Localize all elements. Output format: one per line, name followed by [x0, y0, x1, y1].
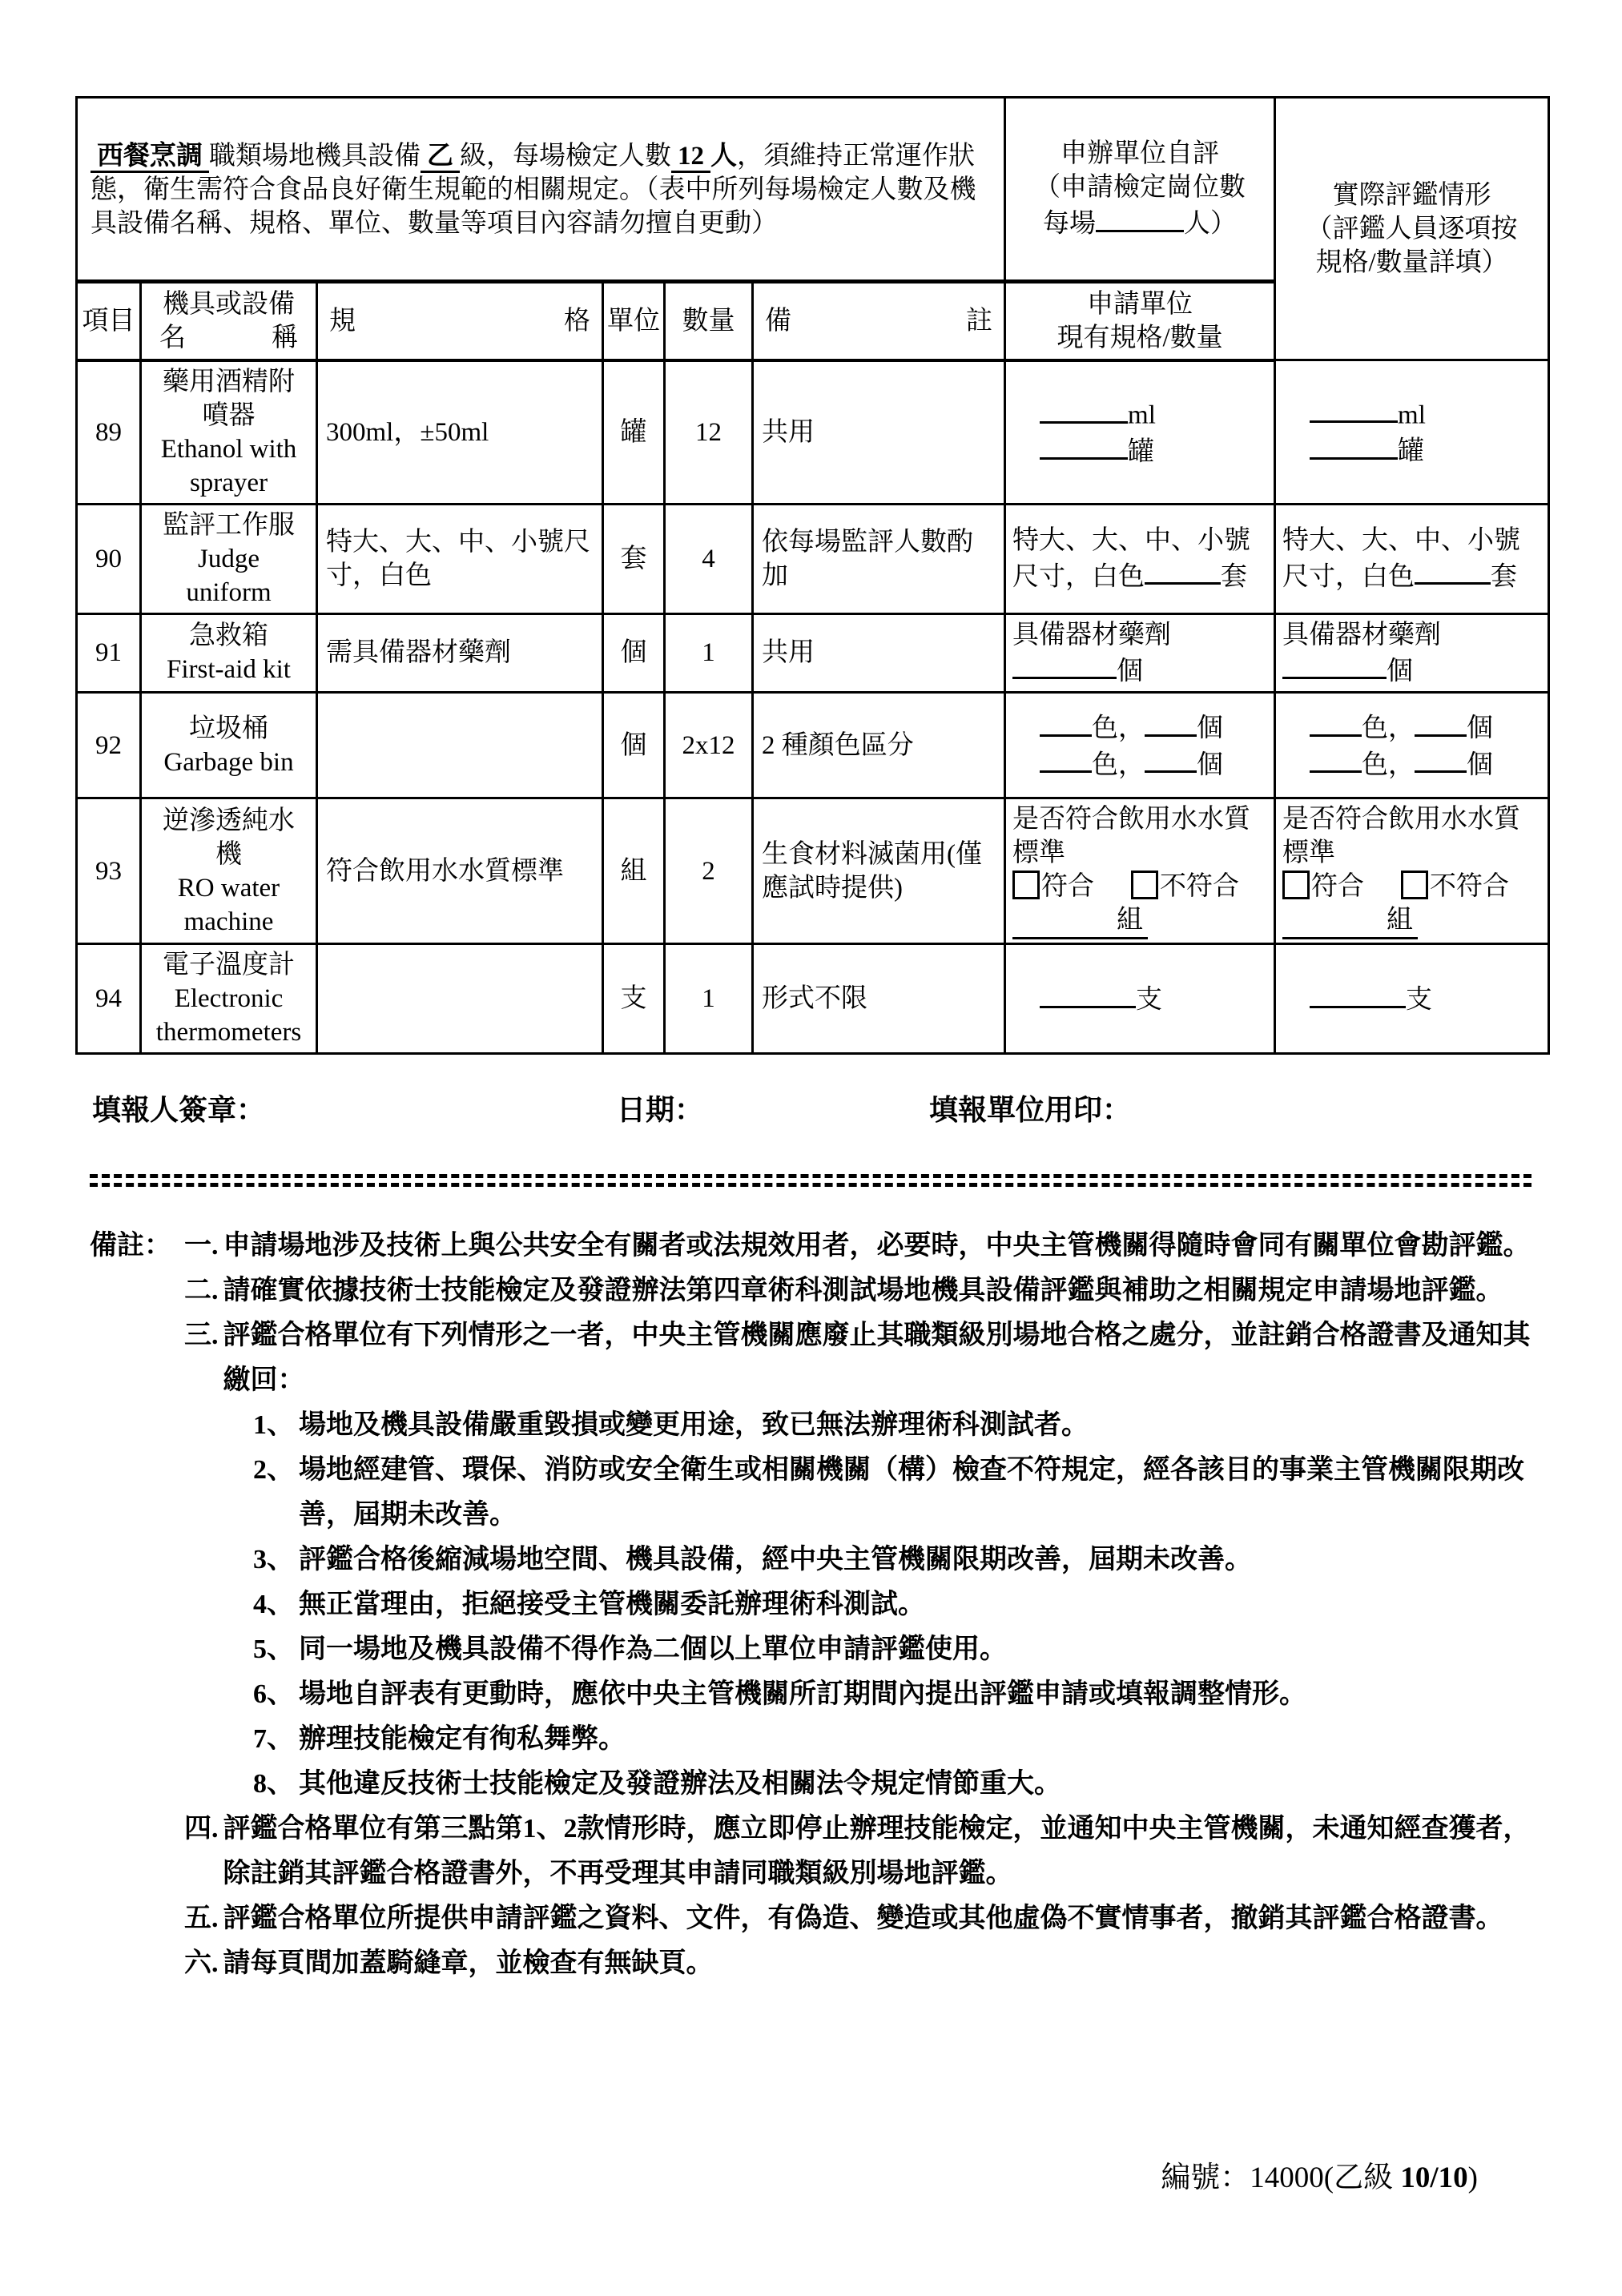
note-cell: 生食材料滅菌用(僅應試時提供) — [753, 798, 1005, 944]
note-item: 四. 評鑑合格單位有第三點第1、2款情形時，應立即停止辦理技能檢定，並通知中央主管機關，未通知經查獲者，除註銷其評鑑合格證書外，不再受理其申請同職類級別場地評鑑。 — [184, 1814, 1531, 1888]
note-subitem: 5、 同一場地及機具設備不得作為二個以上單位申請評鑑使用。 — [253, 1635, 1007, 1664]
name-cell — [141, 798, 317, 944]
intro-seg1: 職類場地機具設備 — [209, 142, 421, 171]
apply-fill-cell: ml 罐 — [1005, 360, 1275, 505]
qty-cell: 4 — [665, 504, 753, 613]
checkbox-icon — [1282, 871, 1310, 899]
blank-line: 組 — [1012, 903, 1148, 939]
name-cell — [141, 504, 317, 613]
blank-line — [1310, 980, 1406, 1008]
blank-line — [1040, 980, 1136, 1008]
note-cell: 共用 — [753, 613, 1005, 693]
qty-cell: 2 — [665, 798, 753, 944]
table-row — [77, 693, 1549, 798]
blank-line — [1310, 709, 1362, 737]
notes-label: 備註： — [90, 1231, 171, 1261]
apply-fill-cell: 色， 個 色， 個 — [1005, 693, 1275, 798]
name-cell — [141, 944, 317, 1054]
name-zh: 電子溫度計 — [163, 951, 295, 980]
blank-line — [1415, 557, 1491, 585]
name-cell — [141, 613, 317, 693]
trade-name: 西餐烹調 — [91, 142, 209, 173]
table-row — [77, 944, 1549, 1054]
name-en: First-aid kit — [167, 655, 291, 685]
name-zh: 急救箱 — [189, 621, 268, 651]
spec-cell: 符合飲用水水質標準 — [317, 798, 603, 944]
col-header-note: 備 註 — [753, 282, 1005, 360]
candidate-count: 12 — [671, 142, 710, 173]
col-header-spec: 規 格 — [317, 282, 603, 360]
table-row — [77, 798, 1549, 944]
intro-cell — [77, 98, 1005, 282]
name-cell — [141, 360, 317, 505]
item-no-cell: 89 — [77, 360, 141, 505]
blank-line: 組 — [1282, 903, 1418, 939]
name-en: Garbage bin — [163, 747, 294, 777]
name-en: Ethanol with sprayer — [160, 434, 297, 497]
name-zh: 藥用酒精附噴器 — [163, 367, 295, 430]
actual-fill-cell: 支 — [1275, 944, 1549, 1054]
dashed-separator — [90, 1174, 1531, 1187]
note-subitem: 6、 場地自評表有更動時，應依中央主管機關所訂期間內提出評鑑申請或填報調整情形。 — [253, 1679, 1306, 1709]
self-eval-header-cell — [1005, 98, 1275, 282]
checkbox-icon — [1012, 871, 1040, 899]
actual-fill-cell: 是否符合飲用水水質標準 符合 不符合 組 — [1275, 798, 1549, 944]
note-subitem: 4、 無正當理由，拒絕接受主管機關委託辦理術科測試。 — [253, 1590, 925, 1619]
name-en: Electronic thermometers — [155, 984, 302, 1047]
equipment-table — [75, 96, 1550, 1055]
actual-fill-cell: ml 罐 — [1275, 360, 1549, 505]
note-cell: 形式不限 — [753, 944, 1005, 1054]
filler-signature-label: 填報人簽章： — [92, 1094, 266, 1126]
item-no-cell: 92 — [77, 693, 141, 798]
unit-cell: 個 — [603, 613, 665, 693]
apply-fill-cell: 支 — [1005, 944, 1275, 1054]
footer-code: 編號：14000(乙級 10/10) — [1161, 2161, 1478, 2194]
self-eval-blank-line: 每場 人） — [1006, 204, 1274, 241]
blank-line — [1145, 709, 1197, 737]
table-row — [77, 98, 1549, 282]
item-no-cell: 90 — [77, 504, 141, 613]
blank-line — [1040, 709, 1092, 737]
blank-line — [1145, 557, 1221, 585]
actual-eval-title: 實際評鑑情形 — [1332, 180, 1491, 210]
self-eval-title: 申辦單位自評 — [1061, 139, 1220, 169]
unit-cell: 個 — [603, 693, 665, 798]
name-zh: 垃圾桶 — [189, 714, 268, 743]
unit-cell: 組 — [603, 798, 665, 944]
spec-cell: 特大、大、中、小號尺寸，白色 — [317, 504, 603, 613]
name-en: Judge uniform — [186, 544, 272, 607]
actual-fill-cell: 具備器材藥劑 個 — [1275, 613, 1549, 693]
intro-seg2: 級，每場檢定人數 — [460, 142, 671, 171]
grade-value: 乙 — [421, 142, 460, 173]
notes-section — [90, 1224, 1549, 1986]
col-header-name: 機具或設備 名 稱 — [141, 282, 317, 360]
qty-cell: 1 — [665, 944, 753, 1054]
name-cell — [141, 693, 317, 798]
col-header-unit: 單位 — [603, 282, 665, 360]
page-number: 10/10 — [1400, 2161, 1468, 2194]
name-zh: 逆滲透純水機 — [163, 806, 295, 869]
name-zh: 監評工作服 — [163, 510, 295, 540]
unit-cell: 支 — [603, 944, 665, 1054]
actual-eval-sub2: 規格/數量詳填） — [1315, 247, 1508, 277]
spec-cell — [317, 944, 603, 1054]
col-header-item: 項目 — [77, 282, 141, 360]
table-row — [77, 504, 1549, 613]
note-subitem: 3、 評鑑合格後縮減場地空間、機具設備，經中央主管機關限期改善，屆期未改善。 — [253, 1545, 1252, 1574]
note-subitem: 8、 其他違反技術士技能檢定及發證辦法及相關法令規定情節重大。 — [253, 1769, 1061, 1799]
col-header-apply: 申請單位 現有規格/數量 — [1005, 282, 1275, 360]
actual-eval-header-cell — [1275, 98, 1549, 360]
blank-line — [1282, 652, 1387, 680]
actual-fill-cell: 色， 個 色， 個 — [1275, 693, 1549, 798]
table-row — [77, 360, 1549, 505]
checkbox-icon — [1401, 871, 1428, 899]
note-item: 一. 申請場地涉及技術上與公共安全有關者或法規效用者，必要時，中央主管機關得隨時會同有關單位會勘評鑑。 — [184, 1231, 1531, 1261]
item-no-cell: 94 — [77, 944, 141, 1054]
qty-cell: 12 — [665, 360, 753, 505]
blank-line — [1310, 432, 1398, 460]
note-cell: 依每場監評人數酌加 — [753, 504, 1005, 613]
qty-cell: 2x12 — [665, 693, 753, 798]
item-no-cell: 91 — [77, 613, 141, 693]
blank-line — [1012, 652, 1117, 680]
apply-fill-cell: 特大、大、中、小號尺寸，白色 套 — [1005, 504, 1275, 613]
spec-cell: 需具備器材藥劑 — [317, 613, 603, 693]
table-row — [77, 613, 1549, 693]
note-cell: 2 種顏色區分 — [753, 693, 1005, 798]
blank-line — [1415, 709, 1467, 737]
self-eval-sub: （申請檢定崗位數 — [1034, 173, 1246, 203]
note-subitems — [184, 1403, 1549, 1807]
col-header-qty: 數量 — [665, 282, 753, 360]
spec-cell — [317, 693, 603, 798]
unit-cell: 套 — [603, 504, 665, 613]
blank-line — [1040, 432, 1128, 460]
note-cell: 共用 — [753, 360, 1005, 505]
blank-line — [1415, 746, 1467, 774]
actual-eval-sub1: （評鑑人員逐項按 — [1306, 214, 1518, 243]
note-item: 二. 請確實依據技術士技能檢定及發證辦法第四章術科測試場地機具設備評鑑與補助之相關規定申請場地評鑑。 — [184, 1276, 1503, 1305]
blank-line — [1040, 396, 1128, 424]
note-item: 五. 評鑑合格單位所提供申請評鑑之資料、文件，有偽造、變造或其他虛偽不實情事者，撤銷其評鑑合格證書。 — [184, 1904, 1503, 1933]
person-unit: 人 — [710, 142, 737, 171]
note-subitem: 1、 場地及機具設備嚴重毀損或變更用途，致已無法辦理術科測試者。 — [253, 1410, 1089, 1440]
apply-fill-cell: 是否符合飲用水水質標準 符合 不符合 組 — [1005, 798, 1275, 944]
note-item: 三. 評鑑合格單位有下列情形之一者，中央主管機關應廢止其職類級別場地合格之處分，並註銷合格證書及通知其繳回： — [184, 1321, 1531, 1395]
note-item: 六. 請每頁間加蓋騎縫章，並檢查有無缺頁。 — [184, 1948, 714, 1978]
apply-fill-cell: 具備器材藥劑 個 — [1005, 613, 1275, 693]
blank-line — [1096, 204, 1184, 232]
date-label: 日期： — [617, 1094, 704, 1126]
unit-cell: 罐 — [603, 360, 665, 505]
spec-cell: 300ml，±50ml — [317, 360, 603, 505]
blank-line — [1145, 746, 1197, 774]
blank-line — [1310, 396, 1398, 424]
item-no-cell: 93 — [77, 798, 141, 944]
note-subitem: 7、 辦理技能檢定有徇私舞弊。 — [253, 1724, 626, 1754]
checkbox-icon — [1131, 871, 1158, 899]
actual-fill-cell: 特大、大、中、小號尺寸，白色 套 — [1275, 504, 1549, 613]
unit-seal-label: 填報單位用印： — [929, 1094, 1132, 1126]
blank-line — [1310, 746, 1362, 774]
intro-seg3: ，須維持正常運作狀態，衛生需符合食品良好衛生規範的相關規定。（表中所列每場檢定人數及機具設備名稱、規格、單位、數量等項目內容請勿擅自更動） — [91, 142, 976, 238]
name-en: RO water machine — [177, 873, 280, 936]
qty-cell: 1 — [665, 613, 753, 693]
note-subitem: 2、 場地經建管、環保、消防或安全衛生或相關機關（構）檢查不符規定，經各該目的事業主管機關限期改善，屆期未改善。 — [253, 1455, 1524, 1530]
blank-line — [1040, 746, 1092, 774]
